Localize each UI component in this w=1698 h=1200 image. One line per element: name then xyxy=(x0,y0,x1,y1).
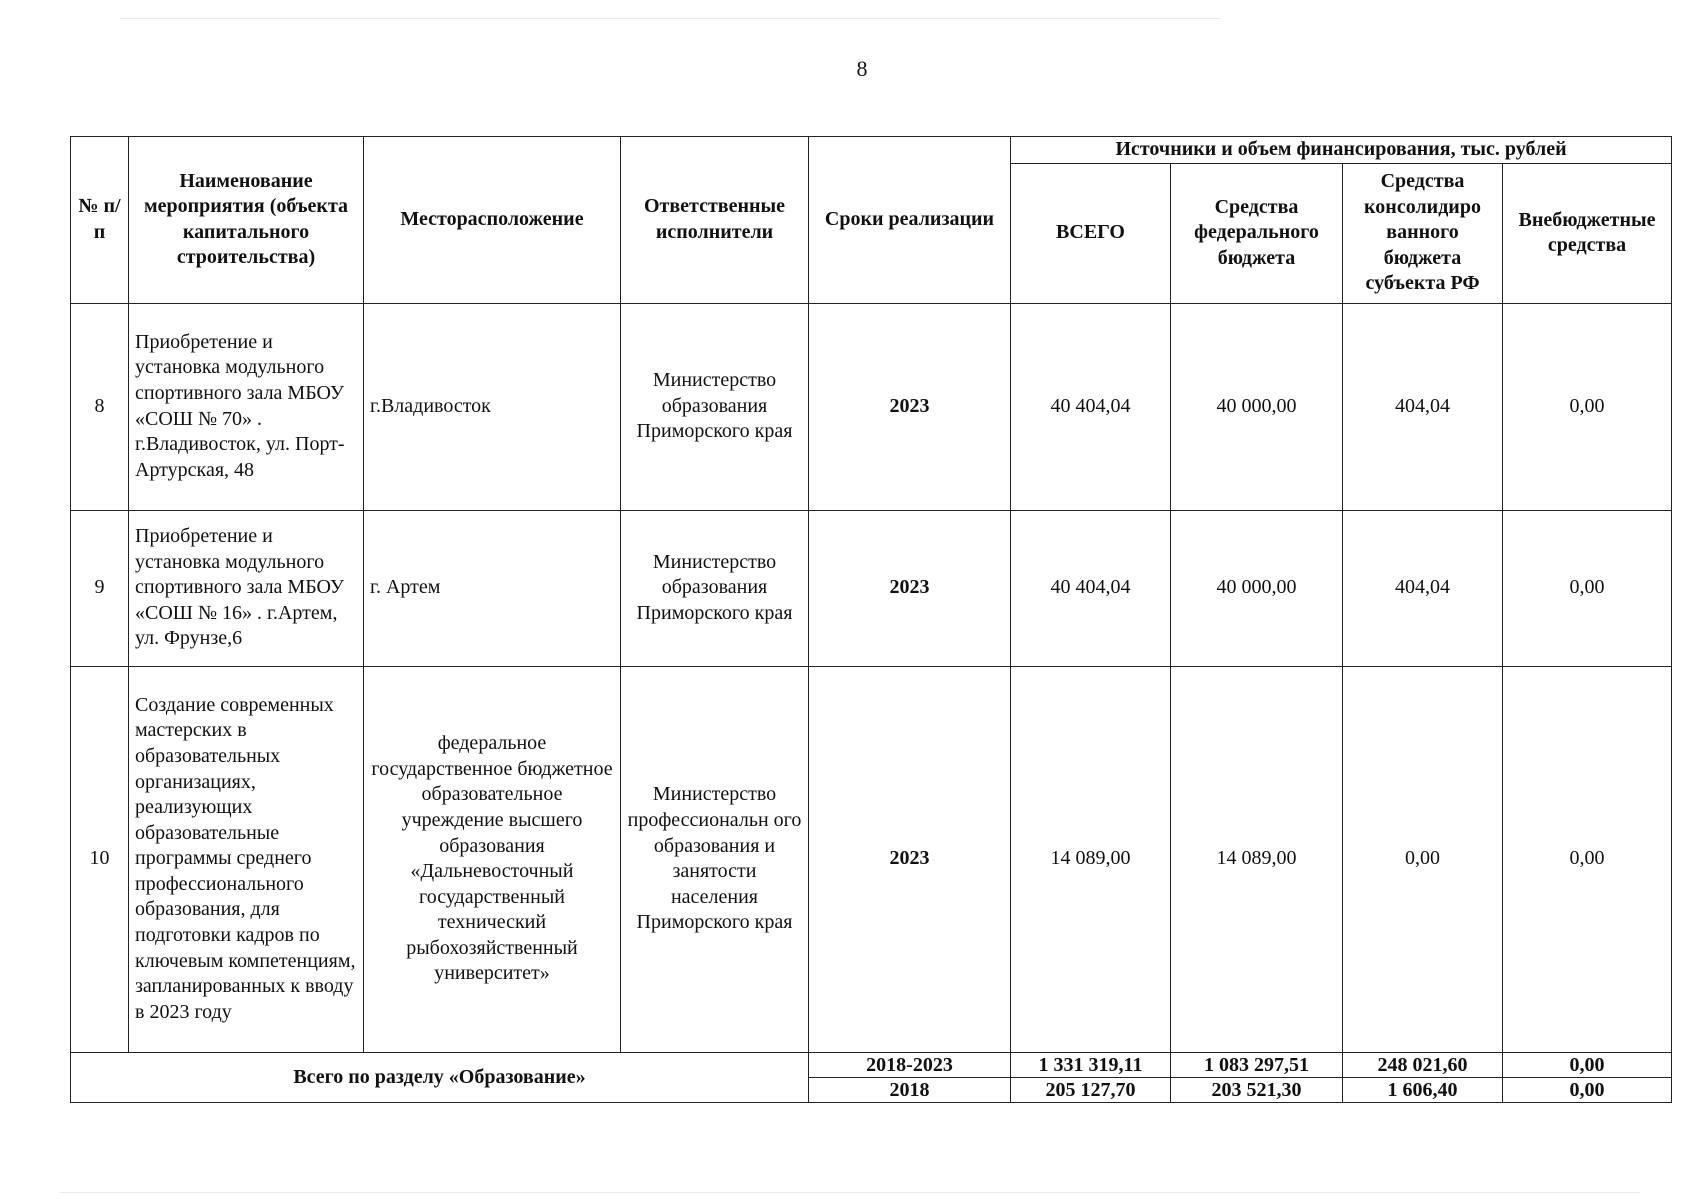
page-number: 8 xyxy=(856,56,868,81)
row-total: 14 089,00 xyxy=(1011,666,1171,1052)
row-federal: 40 000,00 xyxy=(1171,303,1343,510)
row-name: Создание современных мастерских в образовательных организациях, реализующих образовательные программы среднего профессионального образования, для подготовки кадров по ключевым компетенциям, запланированных к вводу в 2023 году xyxy=(129,666,364,1052)
header-total: ВСЕГО xyxy=(1011,163,1171,303)
totals-label: Всего по разделу «Образование» xyxy=(71,1052,809,1102)
row-period: 2023 xyxy=(809,666,1011,1052)
totals-extra: 0,00 xyxy=(1503,1077,1672,1102)
row-consolidated: 404,04 xyxy=(1343,303,1503,510)
header-location: Месторасположение xyxy=(364,137,621,304)
totals-extra: 0,00 xyxy=(1503,1052,1672,1077)
table-row xyxy=(71,666,1672,1052)
row-consolidated: 0,00 xyxy=(1343,666,1503,1052)
row-num: 9 xyxy=(71,510,129,666)
row-name: Приобретение и установка модульного спортивного зала МБОУ «СОШ № 16» . г.Артем, ул. Фрунзе,6 xyxy=(129,510,364,666)
row-total: 40 404,04 xyxy=(1011,303,1171,510)
row-period: 2023 xyxy=(809,303,1011,510)
header-consolidated: Средства консолидиро ванного бюджета субъекта РФ xyxy=(1343,163,1503,303)
header-period: Сроки реализации xyxy=(809,137,1011,304)
row-extra: 0,00 xyxy=(1503,666,1672,1052)
header-num: № п/п xyxy=(71,137,129,304)
totals-row xyxy=(71,1052,1672,1077)
totals-consolidated: 248 021,60 xyxy=(1343,1052,1503,1077)
row-name: Приобретение и установка модульного спортивного зала МБОУ «СОШ № 70» . г.Владивосток, ул. Порт-Артурская, 48 xyxy=(129,303,364,510)
header-name: Наименование мероприятия (объекта капитального строительства) xyxy=(129,137,364,304)
header-row-1 xyxy=(71,137,1672,164)
header-funding-group: Источники и объем финансирования, тыс. рублей xyxy=(1011,137,1672,164)
row-location: г. Артем xyxy=(364,510,621,666)
totals-federal: 1 083 297,51 xyxy=(1171,1052,1343,1077)
row-federal: 14 089,00 xyxy=(1171,666,1343,1052)
table-row xyxy=(71,510,1672,666)
row-location: г.Владивосток xyxy=(364,303,621,510)
row-responsible: Министерство профессиональн ого образования и занятости населения Приморского края xyxy=(621,666,809,1052)
row-num: 10 xyxy=(71,666,129,1052)
totals-period: 2018-2023 xyxy=(809,1052,1011,1077)
totals-federal: 203 521,30 xyxy=(1171,1077,1343,1102)
table-row xyxy=(71,303,1672,510)
scan-artifact-bottom xyxy=(60,1192,1640,1193)
row-federal: 40 000,00 xyxy=(1171,510,1343,666)
row-total: 40 404,04 xyxy=(1011,510,1171,666)
row-period: 2023 xyxy=(809,510,1011,666)
row-consolidated: 404,04 xyxy=(1343,510,1503,666)
funding-table xyxy=(70,136,1672,1103)
row-extra: 0,00 xyxy=(1503,510,1672,666)
row-num: 8 xyxy=(71,303,129,510)
totals-total: 1 331 319,11 xyxy=(1011,1052,1171,1077)
row-responsible: Министерство образования Приморского края xyxy=(621,303,809,510)
row-extra: 0,00 xyxy=(1503,303,1672,510)
totals-consolidated: 1 606,40 xyxy=(1343,1077,1503,1102)
totals-period: 2018 xyxy=(809,1077,1011,1102)
header-responsible: Ответственные исполнители xyxy=(621,137,809,304)
totals-total: 205 127,70 xyxy=(1011,1077,1171,1102)
row-location: федеральное государственное бюджетное образовательное учреждение высшего образования «Дальневосточный государственный технический рыбохозяйственный университет» xyxy=(364,666,621,1052)
header-extra: Внебюджетные средства xyxy=(1503,163,1672,303)
scan-artifact-top xyxy=(120,18,1220,19)
row-responsible: Министерство образования Приморского края xyxy=(621,510,809,666)
header-federal: Средства федерального бюджета xyxy=(1171,163,1343,303)
